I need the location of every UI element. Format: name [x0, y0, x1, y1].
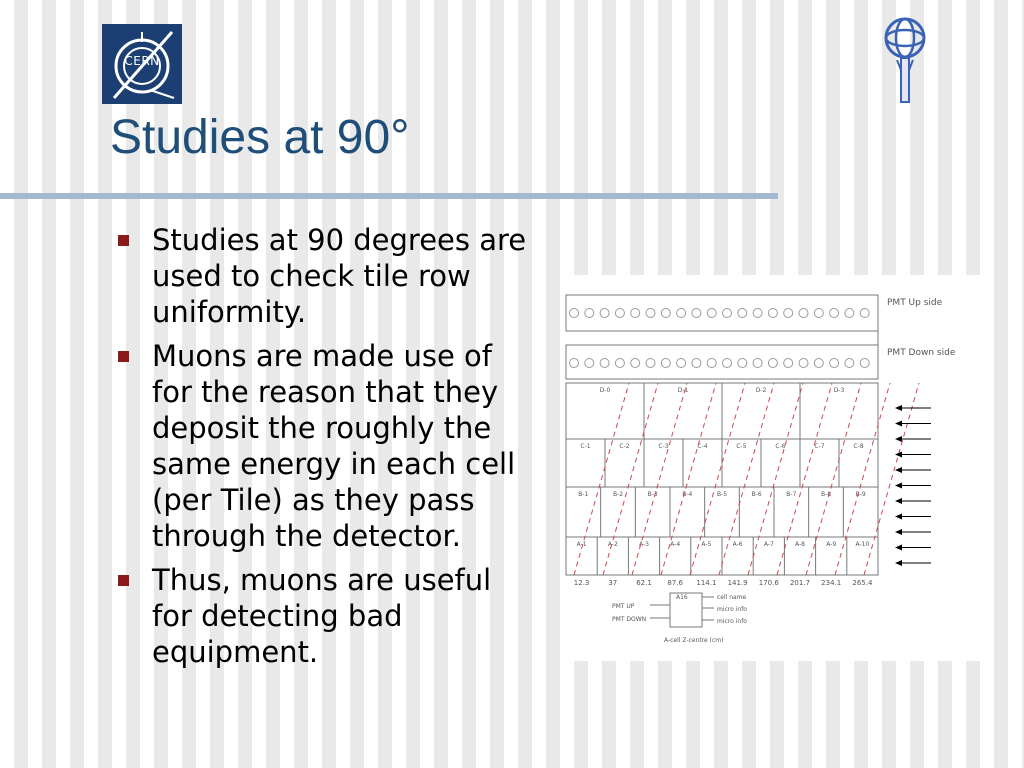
pmt-circle: [615, 359, 624, 368]
pmt-circle: [585, 359, 594, 368]
z-centre-label: 265.4: [852, 579, 873, 587]
pmt-circle: [570, 359, 579, 368]
pmt-circle: [677, 309, 686, 318]
z-centre-label: 114.1: [696, 579, 717, 587]
pmt-circle: [677, 359, 686, 368]
pmt-circle: [753, 309, 762, 318]
pmt-circle: [799, 359, 808, 368]
pmt-circle: [600, 309, 609, 318]
d-cell-label: D-1: [677, 387, 689, 394]
projective-ray: [574, 383, 629, 575]
a-cell-label: A-2: [607, 541, 618, 548]
bullet-square-icon: [118, 351, 129, 362]
d-cell-label: D-3: [833, 387, 845, 394]
pmt-circle: [799, 309, 808, 318]
c-cell-label: C-6: [775, 443, 786, 450]
muon-arrow-head-icon: [895, 514, 902, 520]
b-cell-label: B-2: [612, 491, 624, 498]
pmt-circle: [646, 359, 655, 368]
a-cell-label: A-3: [639, 541, 649, 548]
b-cell-label: B-4: [682, 491, 693, 498]
z-centre-label: 201.7: [789, 579, 811, 587]
pmt-circle: [615, 309, 624, 318]
b-cell-label: B-1: [578, 491, 589, 498]
pmt-circle: [768, 309, 777, 318]
muon-arrow-head-icon: [895, 467, 902, 473]
b-cell-label: B-9: [855, 491, 866, 498]
pmt-circle: [631, 359, 640, 368]
b-cell-label: B-5: [716, 491, 728, 498]
d-cell-label: D-2: [755, 387, 767, 394]
z-centre-label: 170.6: [758, 579, 779, 587]
pmt-circle: [768, 359, 777, 368]
pmt-circle: [570, 309, 579, 318]
legend-cell-label: A16: [676, 594, 688, 601]
d-cell-label: D-0: [599, 387, 611, 394]
muon-arrow-column: [893, 400, 933, 570]
muon-arrow-head-icon: [895, 545, 902, 551]
pmt-circle: [830, 359, 839, 368]
bullet-item: [118, 222, 538, 330]
pmt-circle: [784, 359, 793, 368]
muon-arrow-head-icon: [895, 421, 902, 427]
pmt-circle: [814, 359, 823, 368]
a-cell-label: A-1: [576, 541, 587, 548]
z-centre-label: 141.9: [727, 579, 748, 587]
cern-logo: [102, 24, 182, 104]
c-cell-label: C-3: [658, 443, 669, 450]
pmt-circle: [692, 309, 701, 318]
c-cell-label: C-8: [853, 443, 864, 450]
bullet-item: [118, 338, 538, 554]
bullet-text: Thus, muons are useful for detecting bad equipment.: [152, 563, 492, 669]
a-cell-label: A-4: [670, 541, 681, 548]
muon-arrow-head-icon: [895, 436, 902, 442]
z-centre-label: 234.1: [821, 579, 842, 587]
pmt-circle: [585, 309, 594, 318]
pmt-circle: [738, 359, 747, 368]
pmt-circle: [845, 359, 854, 368]
z-centre-label: 37: [608, 579, 618, 587]
pmt-circle: [784, 309, 793, 318]
c-cell-label: C-1: [580, 443, 591, 450]
muon-arrow-head-icon: [895, 498, 902, 504]
pmt-circle: [631, 309, 640, 318]
a-cell-label: A-7: [763, 541, 774, 548]
b-cell-label: B-3: [647, 491, 658, 498]
pmt-circle: [860, 309, 869, 318]
b-cell-label: B-6: [751, 491, 762, 498]
pmt-circle: [723, 359, 732, 368]
bullet-square-icon: [118, 235, 129, 246]
pmt-circle: [723, 309, 732, 318]
b-cell-label: B-8: [820, 491, 832, 498]
bullet-square-icon: [118, 575, 129, 586]
a-cell-label: A-9: [826, 541, 837, 548]
muon-arrow-head-icon: [895, 483, 902, 489]
pmt-circle: [600, 359, 609, 368]
pmt-circle: [692, 359, 701, 368]
legend-micro-info-up: micro info: [717, 606, 747, 613]
title-divider: [0, 193, 778, 199]
legend-pmt-down: PMT DOWN: [612, 616, 647, 623]
pmt-down-label: PMT Down side: [887, 348, 956, 358]
legend-cell-name: cell name: [717, 594, 747, 601]
pmt-circle: [646, 309, 655, 318]
pmt-circle: [661, 359, 670, 368]
pmt-circle: [707, 359, 716, 368]
pmt-circle: [661, 309, 670, 318]
pmt-circle: [830, 309, 839, 318]
b-cell-label: B-7: [786, 491, 797, 498]
pmt-circle: [814, 309, 823, 318]
slide-title: Studies at 90°: [110, 111, 410, 164]
muon-arrow-head-icon: [895, 529, 902, 535]
pmt-circle: [860, 359, 869, 368]
a-cell-label: A-6: [732, 541, 743, 548]
a-cell-label: A-5: [701, 541, 712, 548]
bullet-text: Muons are made use of for the reason that they deposit the roughly the same energy in each cell (per Tile) as they pass through the detector.: [152, 339, 516, 553]
muon-arrow-head-icon: [895, 560, 902, 566]
atlas-logo: [880, 14, 930, 106]
muon-arrow-head-icon: [895, 452, 902, 458]
z-centre-label: 87.6: [667, 579, 683, 587]
legend-pmt-up: PMT UP: [612, 603, 635, 610]
pmt-circle: [707, 309, 716, 318]
pmt-circle: [738, 309, 747, 318]
legend-caption: A-cell Z-centre (cm): [664, 637, 724, 644]
pmt-circle: [845, 309, 854, 318]
legend-micro-info-down: micro info: [717, 618, 747, 625]
c-cell-label: C-7: [814, 443, 825, 450]
c-cell-label: C-2: [619, 443, 630, 450]
pmt-circle: [753, 359, 762, 368]
cern-logo-text: CERN: [124, 54, 160, 68]
bullet-list: [118, 222, 538, 678]
bullet-text: Studies at 90 degrees are used to check tile row uniformity.: [152, 223, 527, 329]
c-cell-label: C-4: [697, 443, 708, 450]
pmt-up-label: PMT Up side: [887, 298, 943, 308]
c-cell-label: C-5: [736, 443, 747, 450]
z-centre-label: 62.1: [636, 579, 652, 587]
a-cell-label: A-8: [795, 541, 805, 548]
bullet-item: [118, 562, 538, 670]
muon-arrow-head-icon: [895, 405, 902, 411]
projective-ray: [603, 383, 658, 575]
z-centre-label: 12.3: [573, 579, 590, 587]
a-cell-label: A-10: [855, 541, 870, 548]
atlas-figure-icon: [880, 14, 930, 106]
